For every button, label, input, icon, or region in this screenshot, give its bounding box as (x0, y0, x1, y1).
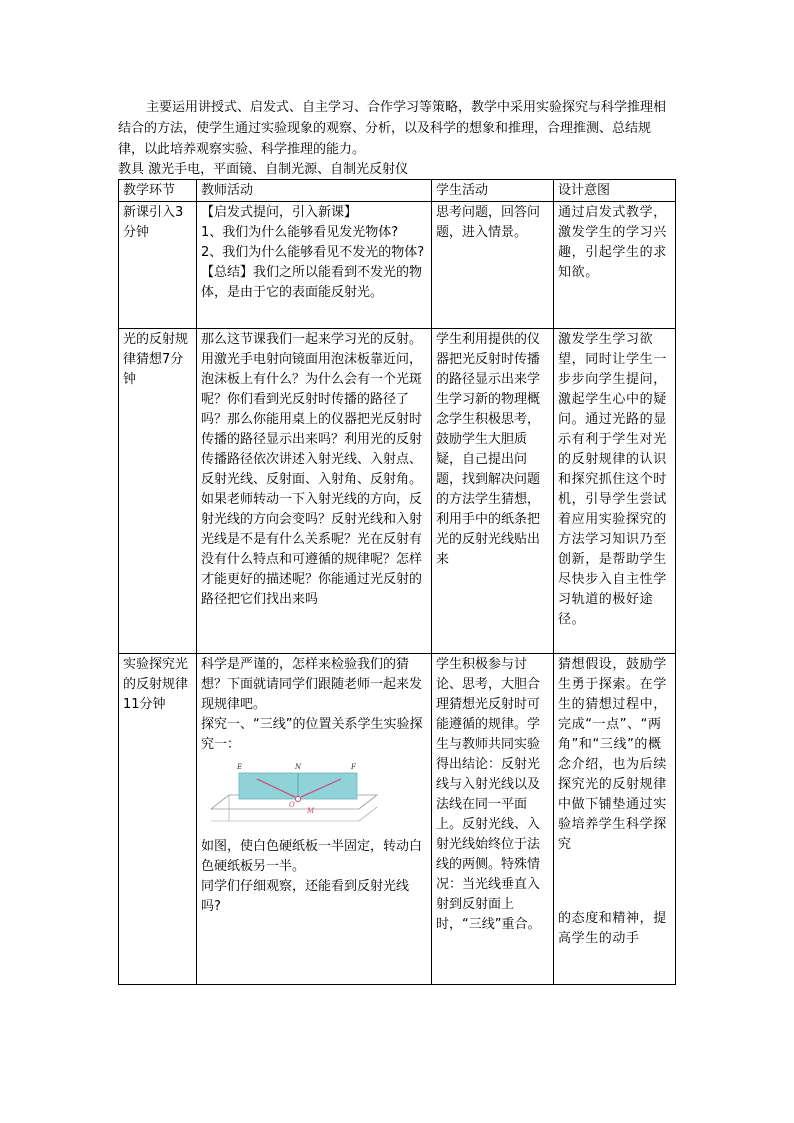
header-teacher: 教师活动 (197, 180, 432, 202)
intro-paragraph: 主要运用讲授式、启发式、自主学习、合作学习等策略，教学中采用实验探究与科学推理相结合的方法，使学生通过实验现象的观察、分析，以及科学的想象和推理，合理推测、总结规律，以此培养观察实验、科学推理的能力。 (118, 100, 667, 157)
teacher-text: 1、我们为什么能够看见发光物体? (201, 225, 399, 240)
table-header-row (119, 180, 676, 202)
teacher-text: 【启发式提问，引入新课】 (201, 205, 358, 220)
header-student: 学生活动 (432, 180, 554, 202)
stage-cell: 光的反射规律猜想7分钟 (119, 329, 197, 654)
table-row (119, 654, 676, 985)
student-cell: 思考问题，回答问题，进入情景。 (432, 202, 554, 329)
lesson-table (118, 179, 676, 985)
teacher-text: 那么这节课我们一起来学习光的反射。用激光手电射向镜面用泡沫板靠近问，泡沫板上有什么？为什么会有一个光斑呢？你们看到光反射时传播的路径了吗？那么你能用桌上的仪器把光反射时传播的路径显示出来吗？利用光的反射传播路径依次讲述入射光线、入射点、反射光线、反射面、入射角、反射角。如果老师转动一下入射光线的方向，反射光线的方向会变吗？反射光线和入射光线是不是有什么关系呢？光在反射有没有什么特点和可遵循的规律呢？怎样才能更好的描述呢？你能通过光反射的路径把它们找出来吗 (201, 332, 423, 607)
teacher-text: 科学是严谨的，怎样来检验我们的猜想？下面就请同学们跟随老师一起来发现规律吧。 (201, 657, 423, 712)
figure-label-f: F (351, 763, 356, 771)
teacher-text: 如图，使白色硬纸板一半固定，转动白色硬纸板另一半。 (201, 839, 423, 874)
teacher-text: 同学们仔细观察，还能看到反射光线吗? (201, 879, 410, 914)
teacher-text: 【总结】我们之所以能看到不发光的物体，是由于它的表面能反射光。 (201, 265, 423, 300)
intent-cell: 激发学生学习欲望，同时让学生一步步向学生提问，激起学生心中的疑问。通过光路的显示有利于学生对光的反射规律的认识和探究抓住这个时机，引导学生尝试着应用实验探究的方法学习知识乃至创新，是帮助学生尽快步入自主性学习轨道的极好途径。 (554, 329, 676, 654)
header-stage: 教学环节 (119, 180, 197, 202)
table-row (119, 202, 676, 329)
intent-text: 的态度和精神，提高学生的动手 (558, 911, 667, 946)
teaching-tools: 教具 激光手电，平面镜、自制光源、自制光反射仪 (118, 162, 409, 177)
teacher-cell (197, 654, 432, 985)
intent-cell: 通过启发式教学，激发学生的学习兴趣，引起学生的求知欲。 (554, 202, 676, 329)
reflection-apparatus-figure (209, 759, 379, 831)
student-cell: 学生积极参与讨论、思考，大胆合理猜想光反射时可能遵循的规律。学生与教师共同实验得出结论：反射光线与入射光线以及法线在同一平面上。反射光线、入射光线始终位于法线的两侧。特殊情况：当光线垂直入射到反射面上时，“三线”重合。 (432, 654, 554, 985)
figure-label-e: E (237, 763, 243, 771)
table-row (119, 329, 676, 654)
teacher-text: 2、我们为什么能够看见不发光的物体? (201, 245, 425, 260)
figure-label-o: O (289, 801, 295, 809)
stage-cell: 实验探究光的反射规律11分钟 (119, 654, 197, 985)
teacher-cell (197, 202, 432, 329)
teacher-text: 探究一、“三线”的位置关系学生实验探究一： (201, 717, 423, 752)
student-cell: 学生利用提供的仪器把光反射时传播的路径显示出来学生学习新的物理概念学生积极思考，鼓励学生大胆质疑，自己提出问题，找到解决问题的方法学生猜想，利用手中的纸条把光的反射光线贴出来 (432, 329, 554, 654)
intent-cell (554, 654, 676, 985)
teacher-cell (197, 329, 432, 654)
spacer (558, 855, 671, 909)
intent-text: 猜想假设，鼓励学生勇于探索。在学生的猜想过程中，完成“一点”、“两角”和“三线”的概念介绍，也为后续探究光的反射规律中做下铺垫通过实验培养学生科学探究 (558, 657, 667, 852)
figure-label-m: M (307, 807, 315, 815)
header-intent: 设计意图 (554, 180, 676, 202)
figure-label-n: N (295, 763, 302, 771)
stage-cell: 新课引入3分钟 (119, 202, 197, 329)
